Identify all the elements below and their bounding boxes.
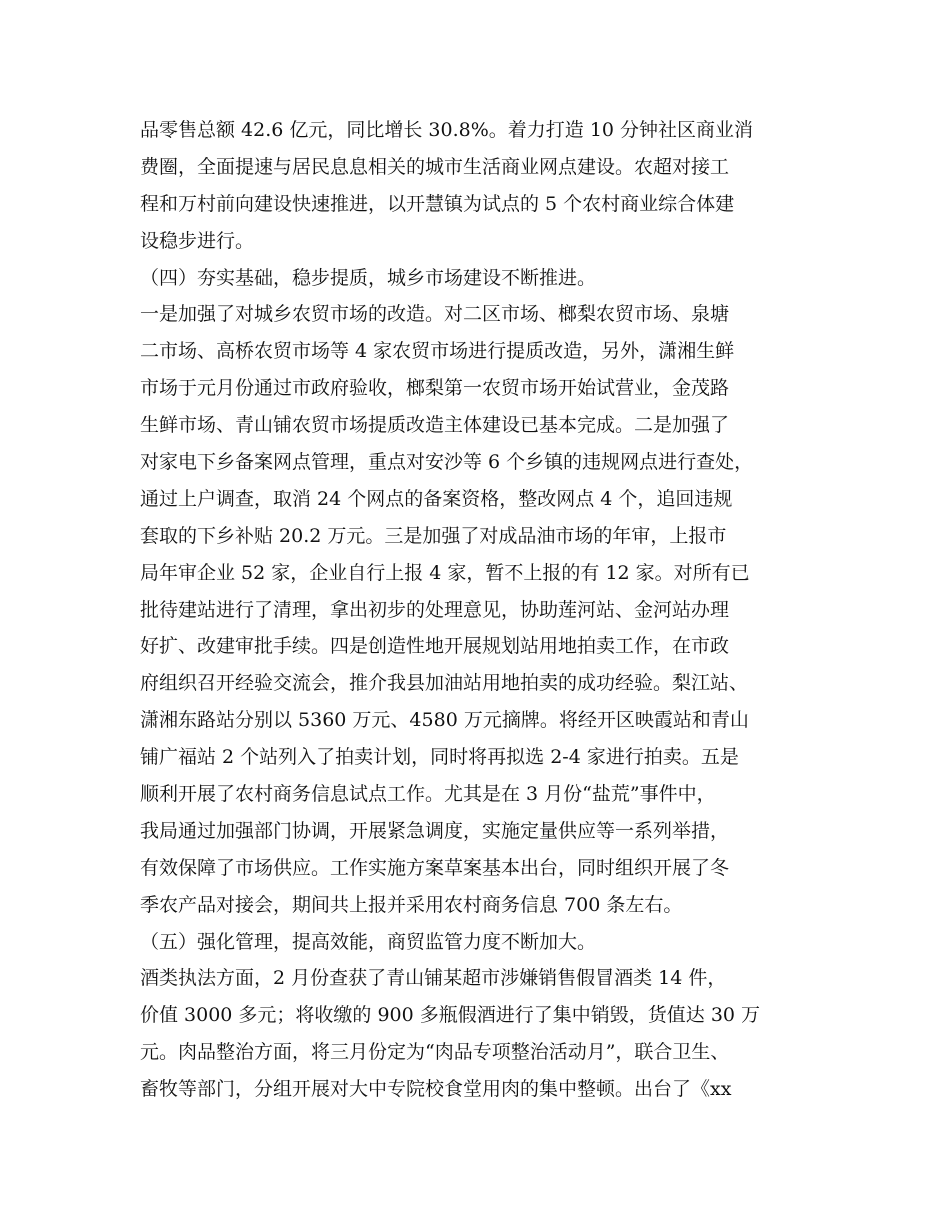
text-line: 市场于元月份通过市政府验收，榔梨第一农贸市场开始试营业，金茂路 (140, 377, 730, 400)
text-line: 潇湘东路站分别以 5360 万元、4580 万元摘牌。将经开区映霞站和青山 (140, 709, 749, 732)
text-line: 酒类执法方面，2 月份查获了青山铺某超市涉嫌销售假冒酒类 14 件， (140, 967, 727, 990)
text-line: 品零售总额 42.6 亿元，同比增长 30.8%。着力打造 10 分钟社区商业消 (140, 119, 754, 141)
section-heading: （四）夯实基础，稳步提质，城乡市场建设不断推进。 (140, 266, 597, 289)
text-line: 套取的下乡补贴 20.2 万元。三是加强了对成品油市场的年审，上报市 (140, 524, 727, 547)
section-heading: （五）强化管理，提高效能，商贸监管力度不断加大。 (140, 930, 597, 953)
text-line: 一是加强了对城乡农贸市场的改造。对二区市场、榔梨农贸市场、泉塘 (140, 303, 730, 326)
text-line: 府组织召开经验交流会，推介我县加油站用地拍卖的成功经验。梨江站、 (140, 672, 749, 695)
text-line: 局年审企业 52 家，企业自行上报 4 家，暂不上报的有 12 家。对所有已 (140, 561, 750, 584)
text-line: 顺利开展了农村商务信息试点工作。尤其是在 3 月份“盐荒”事件中， (140, 783, 716, 806)
text-line: 铺广福站 2 个站列入了拍卖计划，同时将再拟选 2-4 家进行拍卖。五是 (140, 746, 739, 769)
text-line: 通过上户调查，取消 24 个网点的备案资格，整改网点 4 个，追回违规 (140, 487, 733, 510)
text-line: 批待建站进行了清理，拿出初步的处理意见，协助莲河站、金河站办理 (140, 598, 730, 621)
text-line: 价值 3000 多元；将收缴的 900 多瓶假酒进行了集中销毁，货值达 30 万 (140, 1004, 761, 1027)
text-line: 我局通过加强部门协调，开展紧急调度，实施定量供应等一系列举措， (140, 819, 730, 842)
text-line: 元。肉品整治方面，将三月份定为“肉品专项整治活动月”，联合卫生、 (140, 1041, 730, 1064)
text-line: 好扩、改建审批手续。四是创造性地开展规划站用地拍卖工作，在市政 (140, 635, 730, 658)
text-line: 对家电下乡备案网点管理，重点对安沙等 6 个乡镇的违规网点进行查处， (140, 451, 754, 474)
text-line: 费圈，全面提速与居民息息相关的城市生活商业网点建设。农超对接工 (140, 155, 730, 178)
text-line: 程和万村前向建设快速推进，以开慧镇为试点的 5 个农村商业综合体建 (140, 192, 735, 215)
text-line: 生鲜市场、青山铺农贸市场提质改造主体建设已基本完成。二是加强了 (140, 414, 730, 437)
body-text (140, 112, 830, 1108)
text-line: 二市场、高桥农贸市场等 4 家农贸市场进行提质改造，另外，潇湘生鲜 (140, 340, 735, 363)
text-line: 季农产品对接会，期间共上报并采用农村商务信息 700 条左右。 (140, 893, 683, 916)
text-line: 设稳步进行。 (140, 229, 255, 252)
text-line: 有效保障了市场供应。工作实施方案草案基本出台，同时组织开展了冬 (140, 856, 730, 879)
text-line: 畜牧等部门，分组开展对大中专院校食堂用肉的集中整顿。出台了《xx (140, 1078, 732, 1101)
